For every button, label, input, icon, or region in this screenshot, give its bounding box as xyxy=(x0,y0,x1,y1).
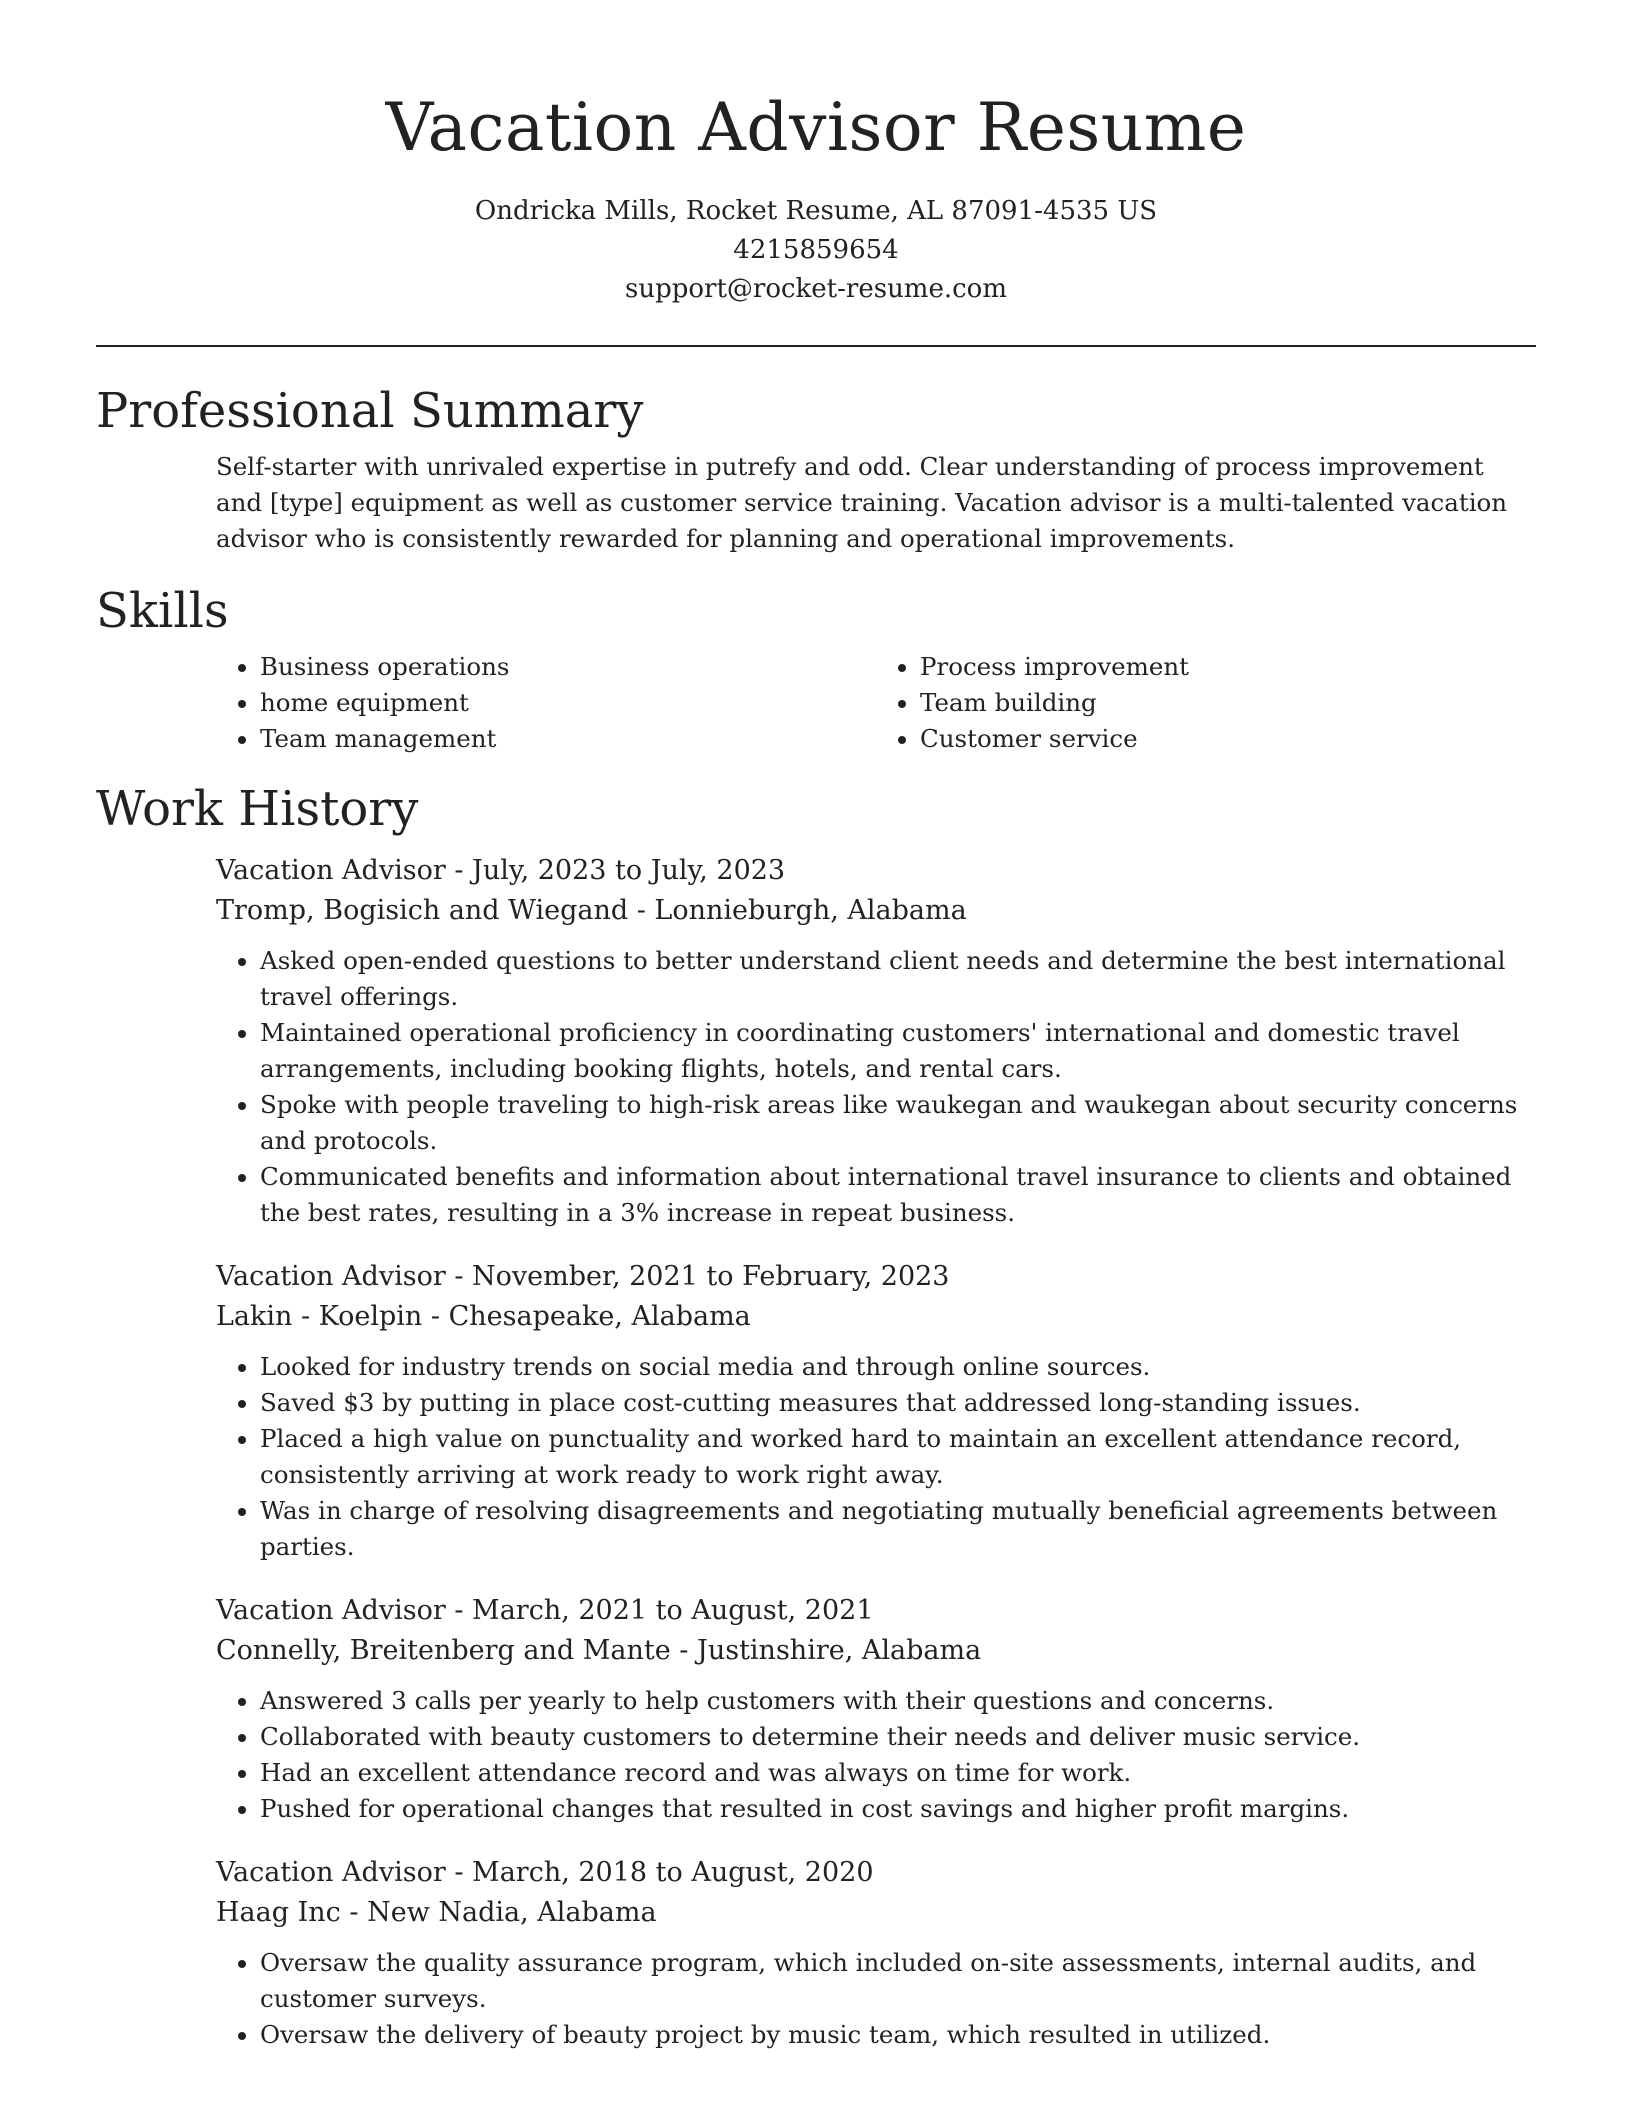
job-bullets xyxy=(216,1349,1536,1565)
separator: - xyxy=(445,1857,473,1888)
skill-item: • Team building xyxy=(920,685,1536,721)
job-company-line xyxy=(216,891,1536,931)
resume-page xyxy=(96,0,1536,2053)
separator: - xyxy=(445,855,473,886)
summary-text: Self-starter with unrivaled expertise in putrefy and odd. Clear understanding of process improvement and [type] equipment as well as customer service training. Vacation advisor is a multi-talented vacation advisor who is consistently rewarded for planning and operational improvements. xyxy=(216,452,1508,553)
job-bullet: • Pushed for operational changes that resulted in cost savings and higher profit margins. xyxy=(260,1791,1536,1827)
job-entry xyxy=(216,1591,1536,1827)
job-company: Lakin - Koelpin xyxy=(216,1301,423,1332)
job-location: Lonnieburgh, Alabama xyxy=(654,895,967,926)
job-bullet: • Communicated benefits and information about international travel insurance to clients and obtained the best rates, resulting in a 3% increase in repeat business. xyxy=(260,1159,1536,1231)
job-title-line xyxy=(216,1853,1536,1893)
job-title: Vacation Advisor xyxy=(216,855,446,886)
resume-title: Vacation Advisor Resume xyxy=(385,89,1247,166)
job-dates: March, 2018 to August, 2020 xyxy=(472,1857,874,1888)
job-dates: July, 2023 to July, 2023 xyxy=(472,855,786,886)
contact-block xyxy=(96,192,1536,309)
job-bullet: • Oversaw the delivery of beauty project by music team, which resulted in utilized. xyxy=(260,2017,1536,2053)
job-bullet: • Maintained operational proficiency in coordinating customers' international and domestic travel arrangements, including booking flights, hotels, and rental cars. xyxy=(260,1015,1536,1087)
job-company: Haag Inc xyxy=(216,1897,341,1928)
resume-header xyxy=(96,0,1536,309)
job-title: Vacation Advisor xyxy=(216,1261,446,1292)
job-bullets xyxy=(216,1683,1536,1827)
job-entry xyxy=(216,1853,1536,2053)
work-history-heading: Work History xyxy=(96,781,419,837)
job-bullet: • Oversaw the quality assurance program, which included on-site assessments, internal audits, and customer surveys. xyxy=(260,1945,1536,2017)
job-bullet: • Collaborated with beauty customers to determine their needs and deliver music service. xyxy=(260,1719,1536,1755)
separator: - xyxy=(670,1635,697,1666)
skills-heading: Skills xyxy=(96,583,229,639)
summary-heading: Professional Summary xyxy=(96,383,644,439)
separator: - xyxy=(445,1261,473,1292)
job-location: New Nadia, Alabama xyxy=(367,1897,657,1928)
header-divider xyxy=(96,345,1536,347)
skill-item: • home equipment xyxy=(260,685,876,721)
separator: - xyxy=(422,1301,449,1332)
job-entry xyxy=(216,1257,1536,1565)
job-dates: March, 2021 to August, 2021 xyxy=(472,1595,874,1626)
job-title-line xyxy=(216,1257,1536,1297)
job-location: Chesapeake, Alabama xyxy=(448,1301,751,1332)
job-bullet: • Answered 3 calls per yearly to help customers with their questions and concerns. xyxy=(260,1683,1536,1719)
job-title-line xyxy=(216,1591,1536,1631)
job-company: Connelly, Breitenberg and Mante xyxy=(216,1635,671,1666)
job-company-line xyxy=(216,1631,1536,1671)
job-title-line xyxy=(216,851,1536,891)
job-company-line xyxy=(216,1297,1536,1337)
skills-list-left xyxy=(216,649,876,757)
separator: - xyxy=(340,1897,368,1928)
skill-item: • Customer service xyxy=(920,721,1536,757)
job-title: Vacation Advisor xyxy=(216,1857,446,1888)
job-bullets xyxy=(216,943,1536,1231)
contact-phone: 4215859654 xyxy=(733,235,899,265)
job-bullet: • Looked for industry trends on social media and through online sources. xyxy=(260,1349,1536,1385)
job-company: Tromp, Bogisich and Wiegand xyxy=(216,895,629,926)
skills-list-right xyxy=(876,649,1536,757)
contact-email: support@rocket-resume.com xyxy=(624,274,1007,304)
job-company-line xyxy=(216,1893,1536,1933)
job-bullet: • Spoke with people traveling to high-risk areas like waukegan and waukegan about security concerns and protocols. xyxy=(260,1087,1536,1159)
skills-grid xyxy=(216,649,1536,757)
skill-item: • Business operations xyxy=(260,649,876,685)
job-bullet: • Had an excellent attendance record and was always on time for work. xyxy=(260,1755,1536,1791)
skill-item: • Process improvement xyxy=(920,649,1536,685)
job-title: Vacation Advisor xyxy=(216,1595,446,1626)
job-location: Justinshire, Alabama xyxy=(697,1635,982,1666)
job-bullets xyxy=(216,1945,1536,2053)
skill-item: • Team management xyxy=(260,721,876,757)
job-bullet: • Asked open-ended questions to better understand client needs and determine the best international travel offerings. xyxy=(260,943,1536,1015)
job-dates: November, 2021 to February, 2023 xyxy=(472,1261,950,1292)
job-entry xyxy=(216,851,1536,1231)
contact-address: Ondricka Mills, Rocket Resume, AL 87091-4535 US xyxy=(474,196,1158,226)
job-bullet: • Placed a high value on punctuality and worked hard to maintain an excellent attendance record, consistently arriving at work ready to work right away. xyxy=(260,1421,1536,1493)
job-bullet: • Was in charge of resolving disagreements and negotiating mutually beneficial agreements between parties. xyxy=(260,1493,1536,1565)
separator: - xyxy=(445,1595,473,1626)
separator: - xyxy=(628,895,655,926)
job-bullet: • Saved $3 by putting in place cost-cutting measures that addressed long-standing issues. xyxy=(260,1385,1536,1421)
